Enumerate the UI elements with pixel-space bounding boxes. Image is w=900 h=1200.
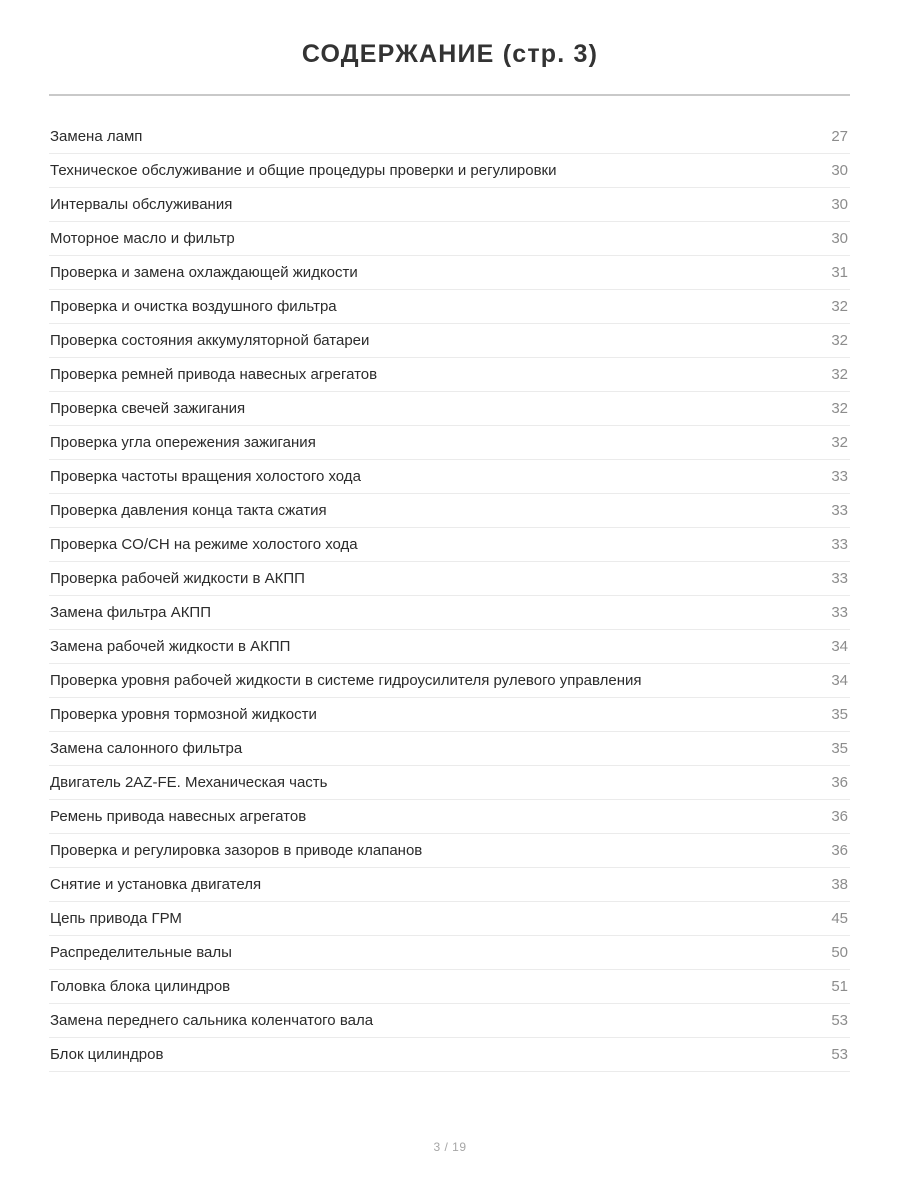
toc-entry-page-number: 32 <box>831 298 848 315</box>
toc-entry-title: Проверка давления конца такта сжатия <box>50 502 327 519</box>
toc-entry-title: Снятие и установка двигателя <box>50 876 262 893</box>
toc-entry[interactable] <box>49 120 850 154</box>
toc-entry-page-number: 34 <box>831 638 848 655</box>
toc-entry-title: Цепь привода ГРМ <box>50 910 182 927</box>
toc-entry[interactable] <box>49 902 850 936</box>
toc-entry-page-number: 53 <box>831 1046 848 1063</box>
toc-entry-title: Блок цилиндров <box>50 1046 164 1063</box>
toc-entry-title: Проверка и замена охлаждающей жидкости <box>50 264 358 281</box>
toc-entry-page-number: 33 <box>831 570 848 587</box>
toc-entry-title: Интервалы обслуживания <box>50 196 233 213</box>
toc-entry[interactable] <box>49 392 850 426</box>
toc-entry-title: Моторное масло и фильтр <box>50 230 235 247</box>
header-divider <box>49 94 850 96</box>
toc-entry-title: Проверка CO/CH на режиме холостого хода <box>50 536 358 553</box>
toc-entry-title: Ремень привода навесных агрегатов <box>50 808 307 825</box>
toc-entry[interactable] <box>49 188 850 222</box>
toc-entry[interactable] <box>49 256 850 290</box>
toc-entry[interactable] <box>49 528 850 562</box>
toc-entry-page-number: 33 <box>831 604 848 621</box>
toc-entry-page-number: 33 <box>831 468 848 485</box>
toc-entry-page-number: 36 <box>831 842 848 859</box>
toc-entry[interactable] <box>49 868 850 902</box>
toc-entry-title: Проверка угла опережения зажигания <box>50 434 316 451</box>
toc-entry[interactable] <box>49 358 850 392</box>
toc-entry-title: Замена переднего сальника коленчатого вала <box>50 1012 374 1029</box>
toc-entry[interactable] <box>49 154 850 188</box>
toc-entry[interactable] <box>49 766 850 800</box>
toc-entry-page-number: 32 <box>831 400 848 417</box>
toc-entry-page-number: 51 <box>831 978 848 995</box>
toc-entry-page-number: 30 <box>831 230 848 247</box>
toc-entry[interactable] <box>49 834 850 868</box>
toc-entry-page-number: 33 <box>831 502 848 519</box>
toc-entry-title: Замена рабочей жидкости в АКПП <box>50 638 291 655</box>
toc-entry-page-number: 35 <box>831 706 848 723</box>
toc-entry-title: Проверка свечей зажигания <box>50 400 246 417</box>
toc-entry-page-number: 27 <box>831 128 848 145</box>
page-footer: 3 / 19 <box>433 1140 467 1154</box>
toc-entry-title: Распределительные валы <box>50 944 232 961</box>
toc-entry-title: Замена салонного фильтра <box>50 740 243 757</box>
toc-entry-page-number: 30 <box>831 162 848 179</box>
toc-entry-page-number: 30 <box>831 196 848 213</box>
toc-entry-title: Замена фильтра АКПП <box>50 604 211 621</box>
toc-entry[interactable] <box>49 562 850 596</box>
toc-entry-title: Проверка уровня тормозной жидкости <box>50 706 317 723</box>
toc-entry[interactable] <box>49 460 850 494</box>
toc-entry[interactable] <box>49 630 850 664</box>
toc-entry-page-number: 38 <box>831 876 848 893</box>
toc-entry-page-number: 32 <box>831 366 848 383</box>
toc-entry-title: Замена ламп <box>50 128 143 145</box>
toc-entry-title: Двигатель 2AZ-FE. Механическая часть <box>50 774 328 791</box>
toc-entry[interactable] <box>49 1038 850 1072</box>
toc-entry[interactable] <box>49 426 850 460</box>
toc-entry-page-number: 50 <box>831 944 848 961</box>
toc-entry-title: Проверка рабочей жидкости в АКПП <box>50 570 305 587</box>
toc-entry[interactable] <box>49 324 850 358</box>
toc-entry-title: Проверка уровня рабочей жидкости в системе гидроусилителя рулевого управления <box>50 672 642 689</box>
table-of-contents-list <box>49 120 850 1072</box>
toc-entry-page-number: 34 <box>831 672 848 689</box>
toc-entry-page-number: 36 <box>831 808 848 825</box>
toc-entry[interactable] <box>49 596 850 630</box>
toc-entry-page-number: 31 <box>831 264 848 281</box>
toc-entry-title: Проверка частоты вращения холостого хода <box>50 468 361 485</box>
toc-entry-title: Головка блока цилиндров <box>50 978 231 995</box>
toc-entry-title: Проверка и очистка воздушного фильтра <box>50 298 337 315</box>
toc-entry-title: Проверка и регулировка зазоров в приводе клапанов <box>50 842 423 859</box>
page-title: СОДЕРЖАНИЕ (стр. 3) <box>301 40 599 68</box>
toc-entry[interactable] <box>49 970 850 1004</box>
toc-entry[interactable] <box>49 732 850 766</box>
toc-entry[interactable] <box>49 290 850 324</box>
toc-entry-page-number: 53 <box>831 1012 848 1029</box>
toc-entry-page-number: 36 <box>831 774 848 791</box>
toc-entry-page-number: 45 <box>831 910 848 927</box>
toc-entry[interactable] <box>49 664 850 698</box>
toc-entry-title: Проверка состояния аккумуляторной батареи <box>50 332 370 349</box>
toc-entry-page-number: 32 <box>831 332 848 349</box>
toc-entry-page-number: 35 <box>831 740 848 757</box>
toc-entry[interactable] <box>49 222 850 256</box>
toc-entry[interactable] <box>49 494 850 528</box>
toc-entry[interactable] <box>49 936 850 970</box>
toc-entry-page-number: 32 <box>831 434 848 451</box>
toc-entry[interactable] <box>49 698 850 732</box>
toc-entry[interactable] <box>49 800 850 834</box>
toc-entry-page-number: 33 <box>831 536 848 553</box>
toc-entry[interactable] <box>49 1004 850 1038</box>
toc-entry-title: Проверка ремней привода навесных агрегатов <box>50 366 378 383</box>
toc-entry-title: Техническое обслуживание и общие процедуры проверки и регулировки <box>50 162 557 179</box>
